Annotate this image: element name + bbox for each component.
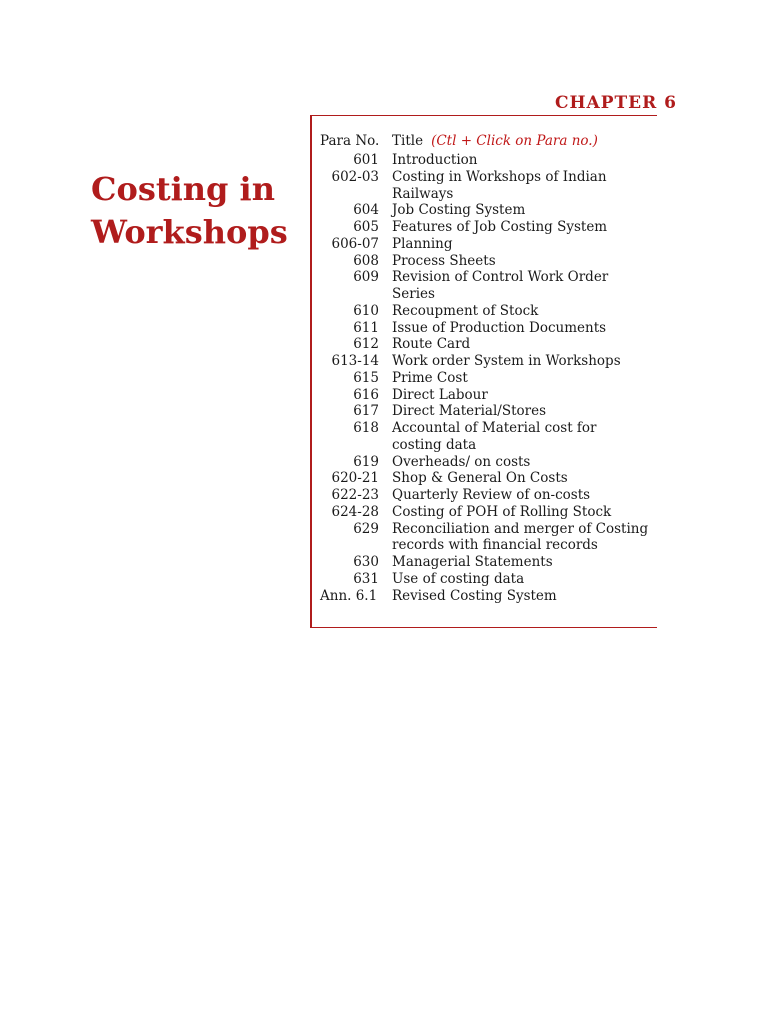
toc-row[interactable]	[312, 554, 650, 571]
toc-row[interactable]	[312, 152, 650, 169]
toc-entry-title[interactable]: Costing in Workshops of Indian Railways	[392, 168, 607, 202]
toc-para-number[interactable]: 622-23	[331, 487, 379, 503]
toc-row[interactable]	[312, 303, 650, 320]
toc-row[interactable]	[312, 420, 650, 454]
annex-para[interactable]: Ann. 6.1	[320, 588, 378, 604]
toc-entry-title[interactable]: Shop & General On Costs	[392, 470, 568, 487]
header-para-no: Para No.	[320, 133, 380, 149]
toc-row[interactable]	[312, 454, 650, 471]
toc-entry-title[interactable]: Managerial Statements	[392, 554, 553, 570]
toc-para-number[interactable]: 617	[353, 403, 379, 420]
header-title: Title	[392, 133, 424, 149]
title-line-2: Workshops	[91, 213, 288, 251]
toc-entry-title[interactable]: Overheads/ on costs	[392, 453, 531, 470]
annex-title[interactable]: Revised Costing System	[392, 588, 557, 604]
toc-row[interactable]	[312, 470, 650, 487]
page-title	[91, 168, 288, 254]
toc-row[interactable]	[312, 370, 650, 387]
toc-para-number[interactable]: 612	[353, 336, 379, 353]
toc-para-number[interactable]: 629	[353, 520, 379, 537]
toc-row[interactable]	[312, 571, 650, 588]
toc-row[interactable]	[312, 219, 650, 236]
toc-row[interactable]	[312, 353, 650, 370]
toc-entry-title[interactable]: Planning	[392, 235, 453, 252]
toc-entry-title[interactable]: Route Card	[392, 336, 471, 353]
toc-para-number[interactable]: 618	[353, 420, 379, 436]
toc-row[interactable]	[312, 269, 650, 303]
toc-para-number[interactable]: 610	[353, 302, 379, 319]
toc-para-number[interactable]: 624-28	[331, 503, 379, 520]
toc-entry-title[interactable]: Recoupment of Stock	[392, 302, 539, 319]
toc-para-number[interactable]: 611	[353, 319, 379, 336]
toc-entry-title[interactable]: Issue of Production Documents	[392, 319, 607, 336]
toc-para-number[interactable]: 619	[353, 453, 379, 470]
toc-para-number[interactable]: 630	[353, 554, 379, 570]
toc-row[interactable]	[312, 202, 650, 219]
toc-para-number[interactable]: 608	[353, 252, 379, 269]
toc-para-number[interactable]: 601	[353, 152, 379, 168]
toc-para-number[interactable]: 609	[353, 269, 379, 286]
toc-row[interactable]	[312, 253, 650, 270]
toc-entry-title[interactable]: Introduction	[392, 152, 478, 168]
toc-row[interactable]	[312, 504, 650, 521]
toc-entry-title[interactable]: Reconciliation and merger of Costing records with financial records	[392, 520, 649, 554]
toc-row[interactable]	[312, 487, 650, 504]
toc-para-number[interactable]: 620-21	[331, 470, 379, 487]
toc-entry-title[interactable]: Prime Cost	[392, 369, 468, 386]
toc-para-number[interactable]: 631	[353, 570, 379, 587]
toc-row[interactable]	[312, 320, 650, 337]
toc-row[interactable]	[312, 236, 650, 253]
toc-header	[320, 133, 598, 149]
toc-entry-title[interactable]: Work order System in Workshops	[392, 353, 621, 369]
toc-entry-title[interactable]: Accountal of Material cost for costing data	[392, 420, 597, 453]
toc-para-number[interactable]: 602-03	[331, 168, 379, 185]
toc-list	[312, 152, 650, 588]
toc-row[interactable]	[312, 521, 650, 555]
toc-row[interactable]	[312, 387, 650, 404]
toc-row[interactable]	[312, 169, 650, 203]
toc-para-number[interactable]: 605	[353, 219, 379, 235]
toc-para-number[interactable]: 604	[353, 202, 379, 219]
title-line-1: Costing in	[91, 170, 275, 208]
toc-entry-title[interactable]: Job Costing System	[392, 202, 526, 219]
toc-entry-title[interactable]: Quarterly Review of on-costs	[392, 487, 591, 503]
toc-entry-title[interactable]: Costing of POH of Rolling Stock	[392, 503, 612, 520]
toc-entry-title[interactable]: Process Sheets	[392, 252, 496, 269]
toc-row[interactable]	[312, 403, 650, 420]
header-hint: (Ctl + Click on Para no.)	[431, 133, 598, 149]
table-of-contents	[310, 115, 657, 628]
toc-entry-title[interactable]: Direct Material/Stores	[392, 403, 547, 420]
toc-entry-title[interactable]: Direct Labour	[392, 386, 488, 403]
toc-entry-title[interactable]: Use of costing data	[392, 570, 525, 587]
toc-para-number[interactable]: 615	[353, 369, 379, 386]
chapter-label: CHAPTER 6	[554, 93, 677, 113]
toc-para-number[interactable]: 606-07	[331, 235, 379, 252]
toc-entry-title[interactable]: Features of Job Costing System	[392, 219, 608, 235]
toc-para-number[interactable]: 616	[353, 386, 379, 403]
toc-row[interactable]	[312, 336, 650, 353]
toc-para-number[interactable]: 613-14	[331, 353, 379, 369]
toc-annex-row[interactable]	[320, 588, 557, 604]
toc-entry-title[interactable]: Revision of Control Work Order Series	[392, 269, 609, 302]
